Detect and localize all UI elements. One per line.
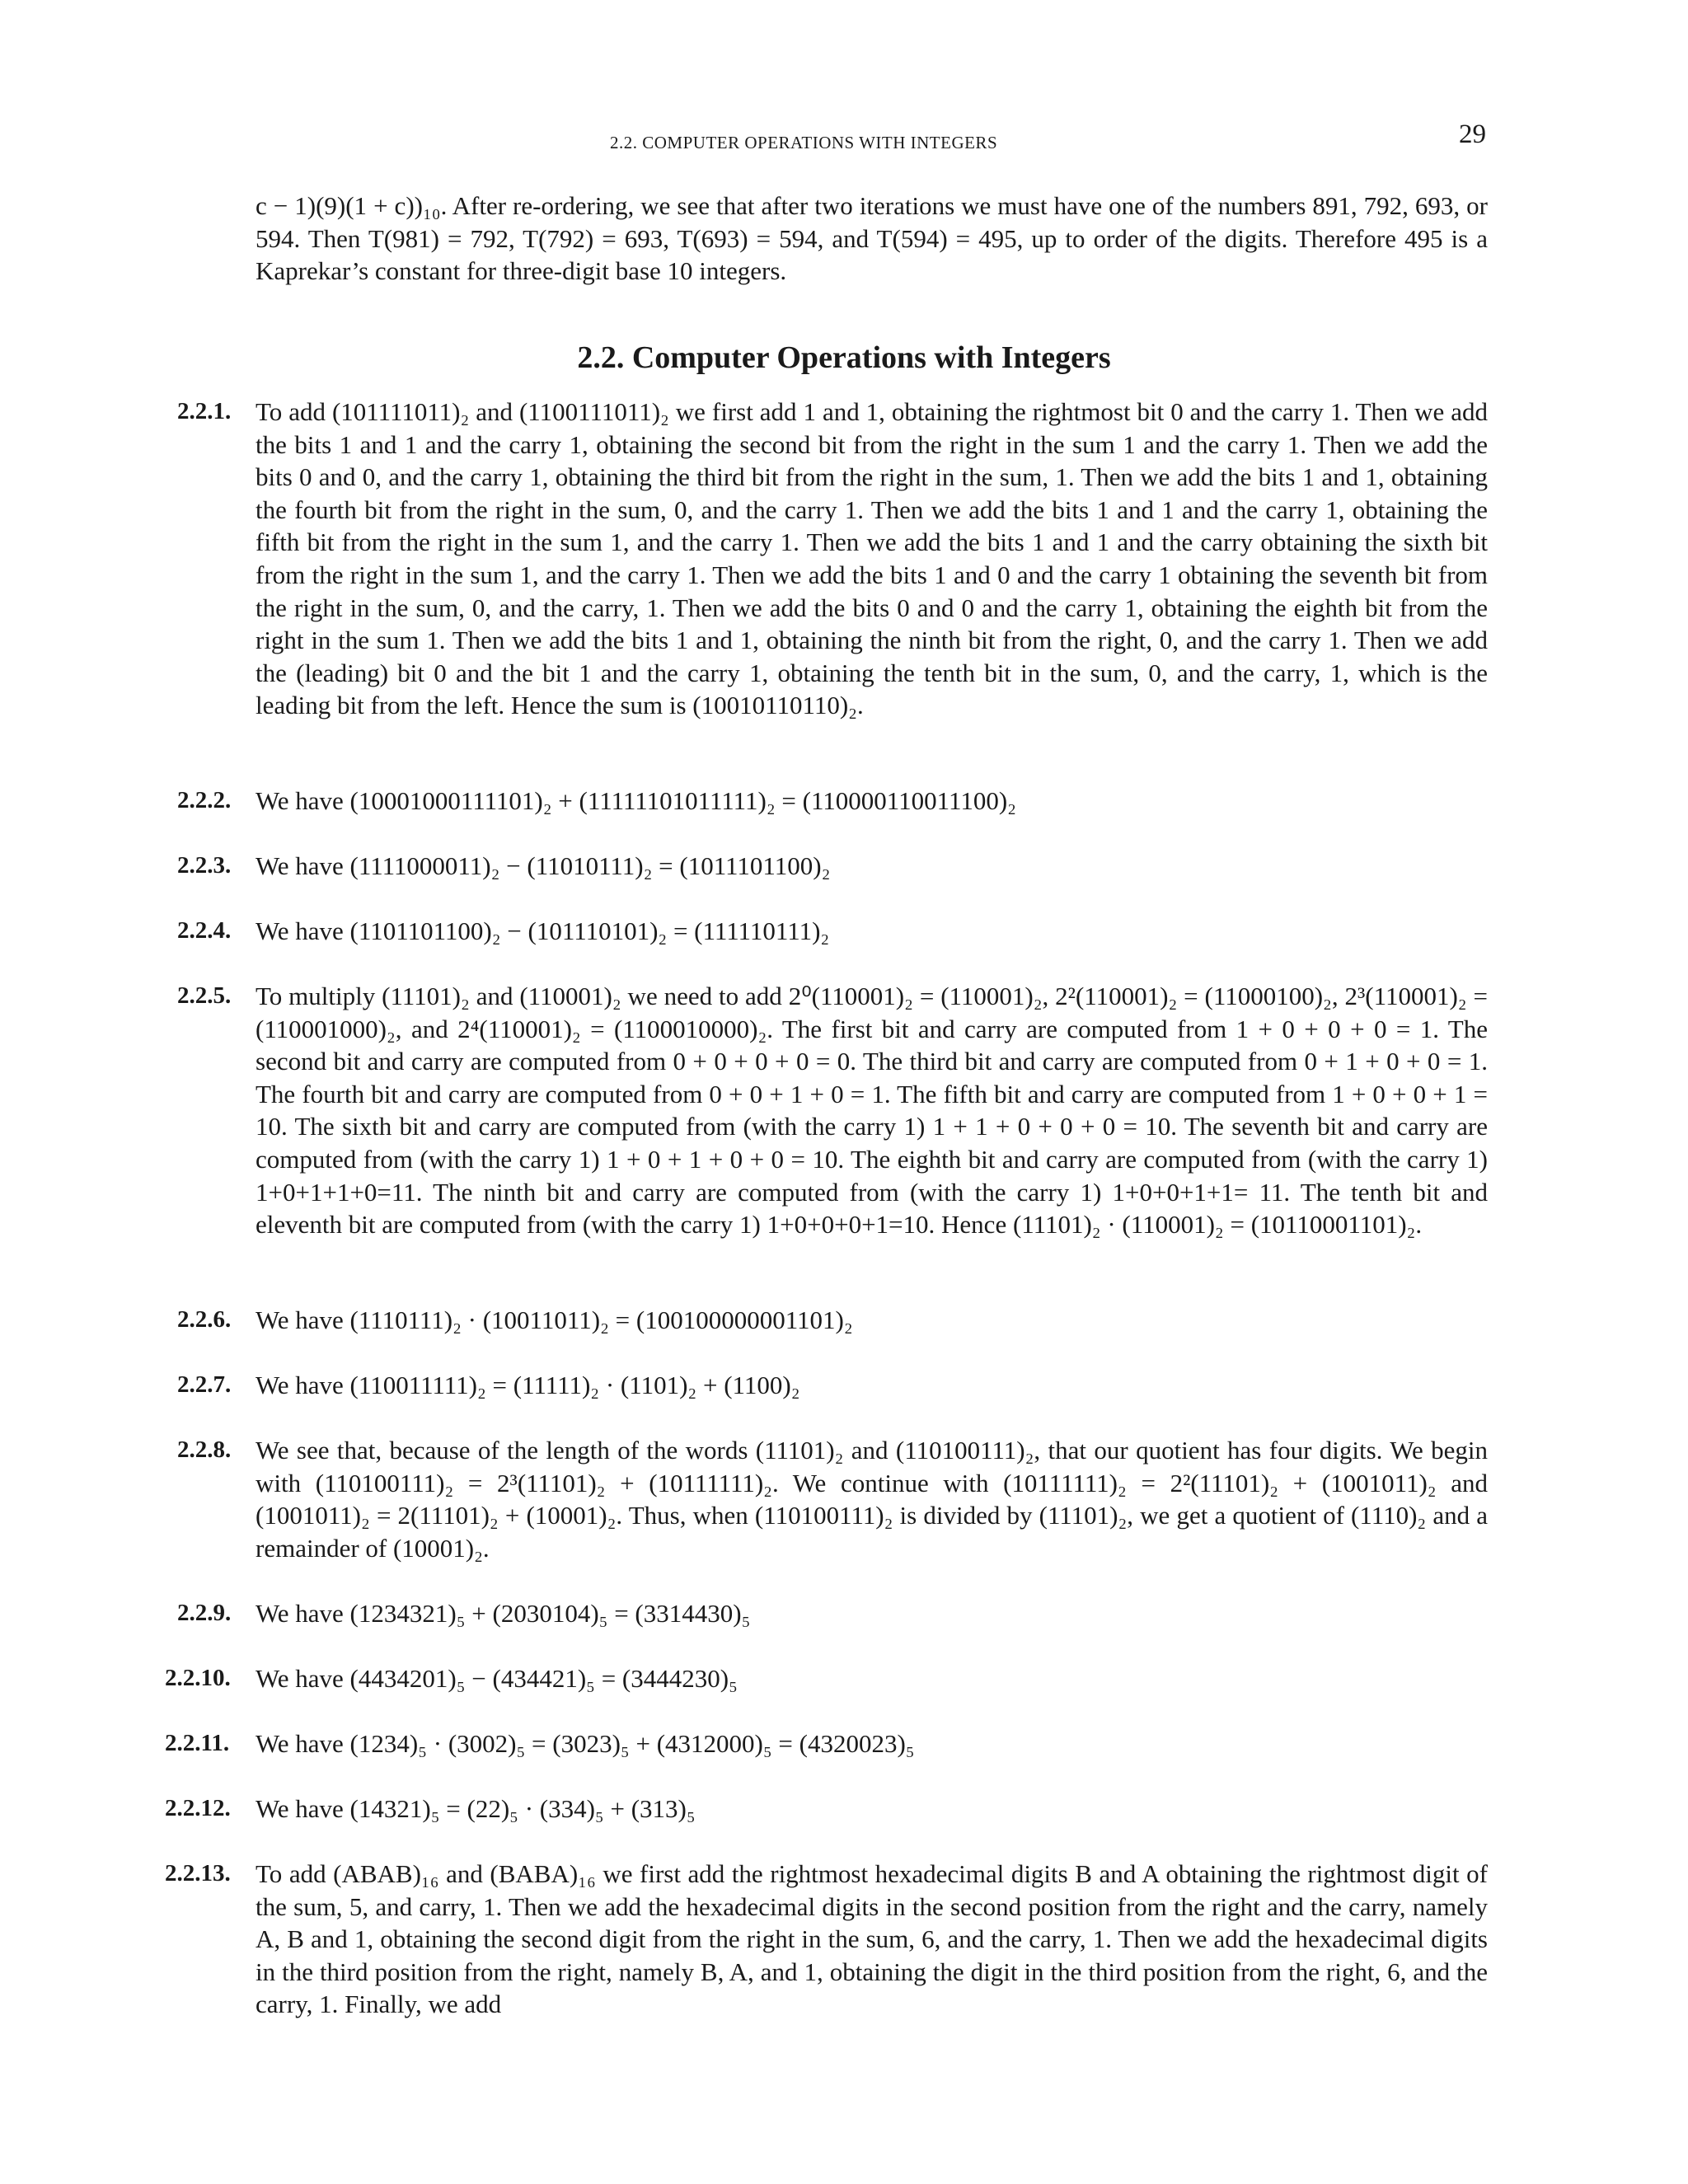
- section-title: 2.2. Computer Operations with Integers: [577, 340, 1111, 375]
- problem-2-2-12: [165, 1793, 1488, 1825]
- problem-number: 2.2.5.: [177, 982, 232, 1009]
- problem-number: 2.2.1.: [177, 398, 232, 424]
- problem-text: To multiply (11101)₂ and (110001)₂ we need to add 2⁰(110001)₂ = (110001)₂, 2²(110001)₂ = (11000100)₂, 2³(110001)₂ = (110001000)₂, and 2⁴(110001)₂ = (1100010000)₂. The first bit and carry are computed from 1 + 0 + 0 + 0 = 1. The second bit and carry are computed from 0 + 0 + 0 + 0 = 0. The third bit and carry are computed from 0 + 1 + 0 + 0 = 1. The fourth bit and carry are computed from 0 + 0 + 1 + 0 = 1. The fifth bit and carry are computed from 1 + 0 + 0 + 1 = 10. The sixth bit and carry are computed from (with the carry 1) 1 + 1 + 0 + 0 + 0 = 10. The seventh bit and carry are computed from (with the carry 1) 1 + 0 + 1 + 0 + 0 = 10. The eighth bit and carry are computed from (with the carry 1) 1+0+1+1+0=11. The ninth bit and carry are computed from (with the carry 1) 1+0+0+1+1= 11. The tenth bit and eleventh bit are computed from (with the carry 1) 1+0+0+0+1=10. Hence (11101)₂ · (110001)₂ = (10110001101)₂.: [256, 982, 1488, 1240]
- page-number: 29: [1459, 120, 1486, 149]
- problem-text: We have (4434201)₅ − (434421)₅ = (3444230)₅: [256, 1664, 738, 1693]
- problem-text: We have (1234321)₅ + (2030104)₅ = (3314430)₅: [256, 1599, 751, 1628]
- problem-number: 2.2.8.: [177, 1436, 232, 1463]
- problem-text: We have (10001000111101)₂ + (11111101011111)₂ = (110000110011100)₂: [256, 786, 1016, 815]
- problem-2-2-10: [165, 1662, 1488, 1695]
- problem-number: 2.2.4.: [177, 917, 232, 944]
- problem-2-2-6: [177, 1304, 1488, 1337]
- problem-2-2-8: [177, 1434, 1488, 1564]
- problem-number: 2.2.11.: [165, 1730, 230, 1756]
- problem-number: 2.2.3.: [177, 852, 232, 879]
- problem-2-2-13: [165, 1858, 1488, 2021]
- problem-text: We have (1110111)₂ · (10011011)₂ = (100100000001101)₂: [256, 1305, 853, 1334]
- problem-2-2-11: [165, 1727, 1488, 1760]
- problem-text: To add (101111011)₂ and (1100111011)₂ we first add 1 and 1, obtaining the rightmost bit 0 and the carry 1. Then we add the bits 1 and 1 and the carry 1, obtaining the second bit from the right in the sum 1 and the carry 1. Then we add the bits 0 and 0, and the carry 1, obtaining the third bit from the right in the sum, 1. Then we add the bits 1 and 1, obtaining the fourth bit from the right in the sum, 0, and the carry 1. Then we add the bits 1 and 1 and the carry 1, obtaining the fifth bit from the right in the sum 1, and the carry 1. Then we add the bits 1 and 1 and the carry obtaining the sixth bit from the right in the sum 1, and the carry 1. Then we add the bits 1 and 0 and the carry 1 obtaining the seventh bit from the right in the sum, 0, and the carry, 1. Then we add the bits 0 and 0 and the carry 1, obtaining the eighth bit from the right in the sum 1. Then we add the bits 1 and 1, obtaining the ninth bit from the right, 0, and the carry 1. Then we add the (leading) bit 0 and the bit 1 and the carry 1, obtaining the tenth bit in the sum, 0, and the carry, 1, which is the leading bit from the left. Hence the sum is (10010110110)₂.: [256, 397, 1488, 720]
- problem-2-2-9: [177, 1597, 1488, 1630]
- problem-number: 2.2.9.: [177, 1600, 232, 1626]
- problem-text: We have (110011111)₂ = (11111)₂ · (1101)₂ + (1100)₂: [256, 1371, 800, 1399]
- problem-text: We have (1111000011)₂ − (11010111)₂ = (1011101100)₂: [256, 851, 831, 880]
- problem-text: We have (1101101100)₂ − (101110101)₂ = (111110111)₂: [256, 916, 830, 945]
- problem-text: We see that, because of the length of the words (11101)₂ and (110100111)₂, that our quotient has four digits. We begin with (110100111)₂ = 2³(11101)₂ + (10111111)₂. We continue with (10111111)₂ = 2²(11101)₂ + (1001011)₂ and (1001011)₂ = 2(11101)₂ + (10001)₂. Thus, when (110100111)₂ is divided by (11101)₂, we get a quotient of (1110)₂ and a remainder of (10001)₂.: [256, 1436, 1488, 1563]
- problem-text: We have (1234)₅ · (3002)₅ = (3023)₅ + (4312000)₅ = (4320023)₅: [256, 1729, 915, 1758]
- problem-2-2-3: [177, 850, 1488, 883]
- problem-2-2-1: [177, 396, 1488, 722]
- running-head: 2.2. COMPUTER OPERATIONS WITH INTEGERS: [610, 133, 998, 152]
- problem-2-2-4: [177, 915, 1488, 948]
- problem-2-2-7: [177, 1369, 1488, 1402]
- problem-number: 2.2.6.: [177, 1306, 232, 1333]
- problem-number: 2.2.12.: [165, 1795, 231, 1821]
- problem-2-2-2: [177, 785, 1488, 818]
- intro-paragraph: c − 1)(9)(1 + c))₁₀. After re-ordering, we see that after two iterations we must have one of the numbers 891, 792, 693, or 594. Then T(981) = 792, T(792) = 693, T(693) = 594, and T(594) = 495, up to order of the digits. Therefore 495 is a Kaprekar’s constant for three-digit base 10 integers.: [256, 191, 1494, 286]
- problem-2-2-5: [177, 980, 1488, 1241]
- problem-text: To add (ABAB)₁₆ and (BABA)₁₆ we first add the rightmost hexadecimal digits B and A obtaining the rightmost digit of the sum, 5, and carry, 1. Then we add the hexadecimal digits in the second position from the right and the carry, namely A, B and 1, obtaining the second digit from the right in the sum, 6, and the carry, 1. Then we add the hexadecimal digits in the third position from the right, namely B, A, and 1, obtaining the digit in the third position from the right, 6, and the carry, 1. Finally, we add: [256, 1859, 1488, 2019]
- problem-number: 2.2.13.: [165, 1860, 231, 1886]
- problem-number: 2.2.7.: [177, 1371, 232, 1398]
- problem-number: 2.2.2.: [177, 787, 232, 813]
- problem-number: 2.2.10.: [165, 1665, 231, 1691]
- problem-text: We have (14321)₅ = (22)₅ · (334)₅ + (313)₅: [256, 1794, 696, 1823]
